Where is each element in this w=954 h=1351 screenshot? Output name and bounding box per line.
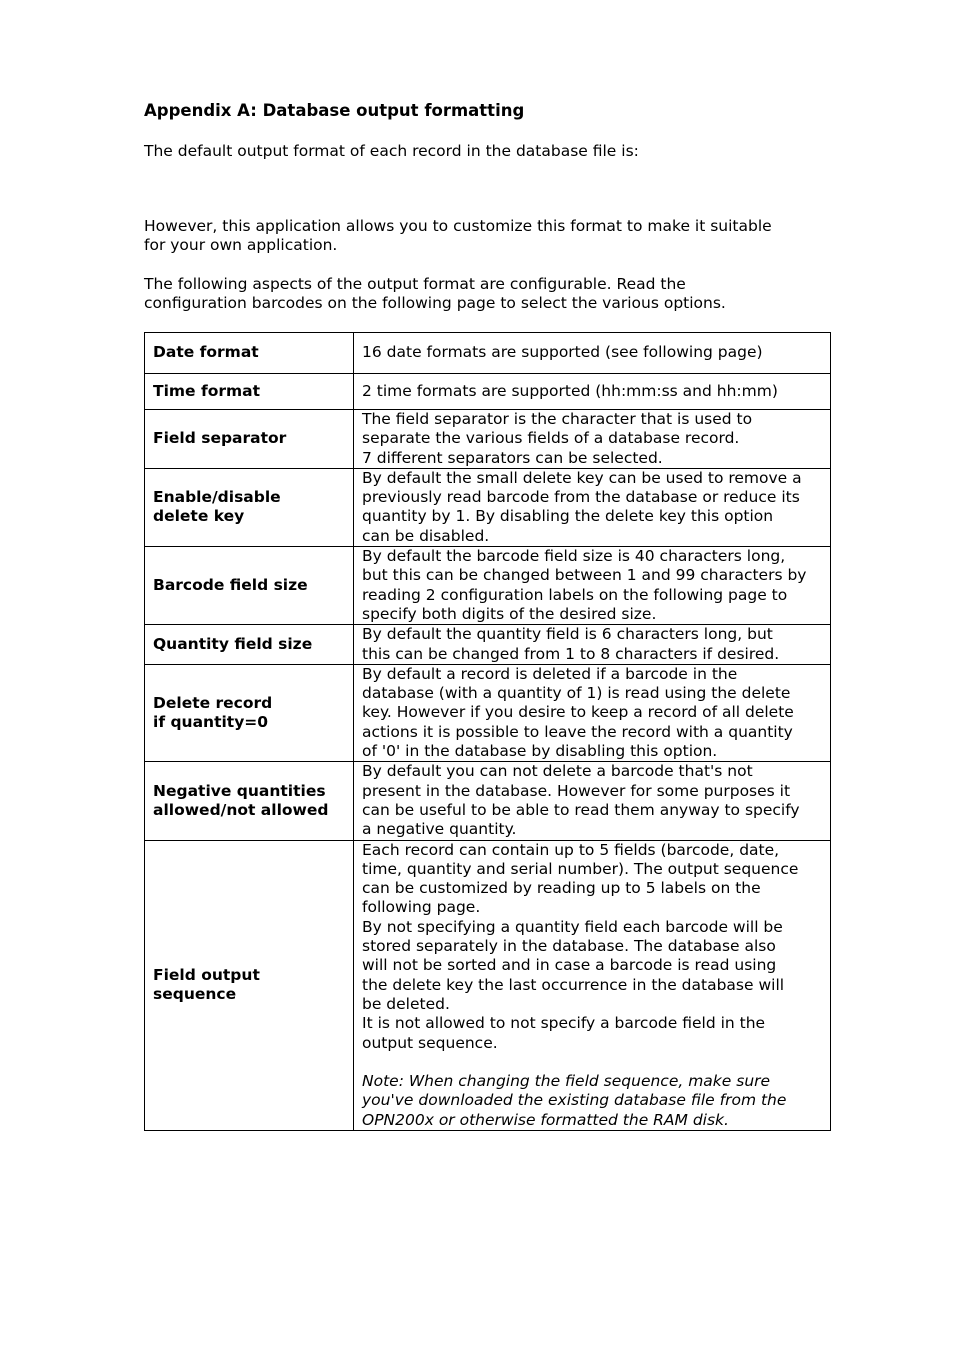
description-line: By default a record is deleted if a barcode in the xyxy=(362,664,738,683)
label-line: Delete record xyxy=(153,693,273,712)
option-label: Time format xyxy=(145,374,354,410)
spacer xyxy=(362,1053,822,1072)
description-line: actions it is possible to leave the record with a quantity xyxy=(362,722,793,741)
option-description xyxy=(354,625,831,665)
description-line: reading 2 configuration labels on the following page to xyxy=(362,585,788,604)
table-row-field-output-sequence xyxy=(145,840,831,1130)
description-line: the delete key the last occurrence in the database will xyxy=(362,975,785,994)
table-row-delete-key xyxy=(145,468,831,546)
description-line: separate the various fields of a database record. xyxy=(362,429,740,448)
description-line: stored separately in the database. The database also xyxy=(362,937,776,956)
option-description xyxy=(354,762,831,840)
description-line: By default you can not delete a barcode that's not xyxy=(362,762,753,781)
option-description: 16 date formats are supported (see following page) xyxy=(354,333,831,374)
description-line: time, quantity and serial number). The output sequence xyxy=(362,859,799,878)
option-description xyxy=(354,840,831,1130)
note-line: OPN200x or otherwise formatted the RAM disk. xyxy=(362,1110,729,1129)
intro-paragraph: The default output format of each record in the database file is: xyxy=(144,142,639,160)
label-line: allowed/not allowed xyxy=(153,800,329,819)
note-line: you've downloaded the existing database file from the xyxy=(362,1091,787,1110)
option-label xyxy=(145,762,354,840)
label-line: Enable/disable xyxy=(153,488,281,507)
label-line: Negative quantities xyxy=(153,781,326,800)
paragraph-line: for your own application. xyxy=(144,236,338,255)
description-line: but this can be changed between 1 and 99 characters by xyxy=(362,566,807,585)
option-description: 2 time formats are supported (hh:mm:ss and hh:mm) xyxy=(354,374,831,410)
aspects-paragraph xyxy=(144,275,830,314)
table-row-field-separator xyxy=(145,410,831,469)
paragraph-line: However, this application allows you to customize this format to make it suitable xyxy=(144,217,772,235)
label-line: delete key xyxy=(153,507,245,526)
paragraph-line: The following aspects of the output format are configurable. Read the xyxy=(144,275,686,293)
label-line: Field output xyxy=(153,965,260,984)
option-description xyxy=(354,547,831,625)
description-line: It is not allowed to not specify a barcode field in the xyxy=(362,1014,766,1033)
description-line: this can be changed from 1 to 8 characters if desired. xyxy=(362,644,780,663)
table-row-date-format xyxy=(145,333,831,374)
description-line: output sequence. xyxy=(362,1033,498,1052)
paragraph-line: configuration barcodes on the following page to select the various options. xyxy=(144,294,726,313)
description-line: following page. xyxy=(362,898,481,917)
description-line: present in the database. However for some purposes it xyxy=(362,781,791,800)
option-description xyxy=(354,410,831,469)
option-label: Barcode field size xyxy=(145,547,354,625)
description-line: can be customized by reading up to 5 labels on the xyxy=(362,879,761,898)
description-line: a negative quantity. xyxy=(362,820,517,839)
description-line: previously read barcode from the database or reduce its xyxy=(362,488,800,507)
description-line: database (with a quantity of 1) is read using the delete xyxy=(362,684,791,703)
table-row-quantity-field-size xyxy=(145,625,831,665)
page-title: Appendix A: Database output formatting xyxy=(144,101,525,120)
table-row-delete-record xyxy=(145,664,831,761)
option-label xyxy=(145,468,354,546)
description-line: By default the quantity field is 6 characters long, but xyxy=(362,625,773,644)
description-line: 7 different separators can be selected. xyxy=(362,448,663,467)
description-line: The field separator is the character that is used to xyxy=(362,410,753,428)
option-label: Date format xyxy=(145,333,354,374)
label-line: sequence xyxy=(153,985,237,1004)
option-description xyxy=(354,468,831,546)
option-label xyxy=(145,664,354,761)
description-line: Each record can contain up to 5 fields (barcode, date, xyxy=(362,840,780,859)
description-line: By default the barcode field size is 40 characters long, xyxy=(362,547,786,566)
description-line: will not be sorted and in case a barcode is read using xyxy=(362,956,777,975)
option-label: Field separator xyxy=(145,410,354,469)
description-line: of '0' in the database by disabling this option. xyxy=(362,742,718,761)
description-line: can be useful to be able to read them anyway to specify xyxy=(362,800,800,819)
option-label xyxy=(145,840,354,1130)
configuration-table xyxy=(144,332,831,1131)
table-row-negative-quantities xyxy=(145,762,831,840)
description-line: quantity by 1. By disabling the delete key this option xyxy=(362,507,774,526)
description-line: specify both digits of the desired size. xyxy=(362,604,657,623)
description-line: By not specifying a quantity field each barcode will be xyxy=(362,917,783,936)
note-line: Note: When changing the field sequence, make sure xyxy=(362,1072,771,1091)
description-line: By default the small delete key can be used to remove a xyxy=(362,468,802,487)
description-line: can be disabled. xyxy=(362,526,490,545)
option-description xyxy=(354,664,831,761)
description-line: key. However if you desire to keep a record of all delete xyxy=(362,703,794,722)
description-line: be deleted. xyxy=(362,994,450,1013)
table-row-barcode-field-size xyxy=(145,547,831,625)
customize-paragraph xyxy=(144,217,830,256)
label-line: if quantity=0 xyxy=(153,713,269,732)
table-row-time-format xyxy=(145,374,831,410)
option-label: Quantity field size xyxy=(145,625,354,665)
